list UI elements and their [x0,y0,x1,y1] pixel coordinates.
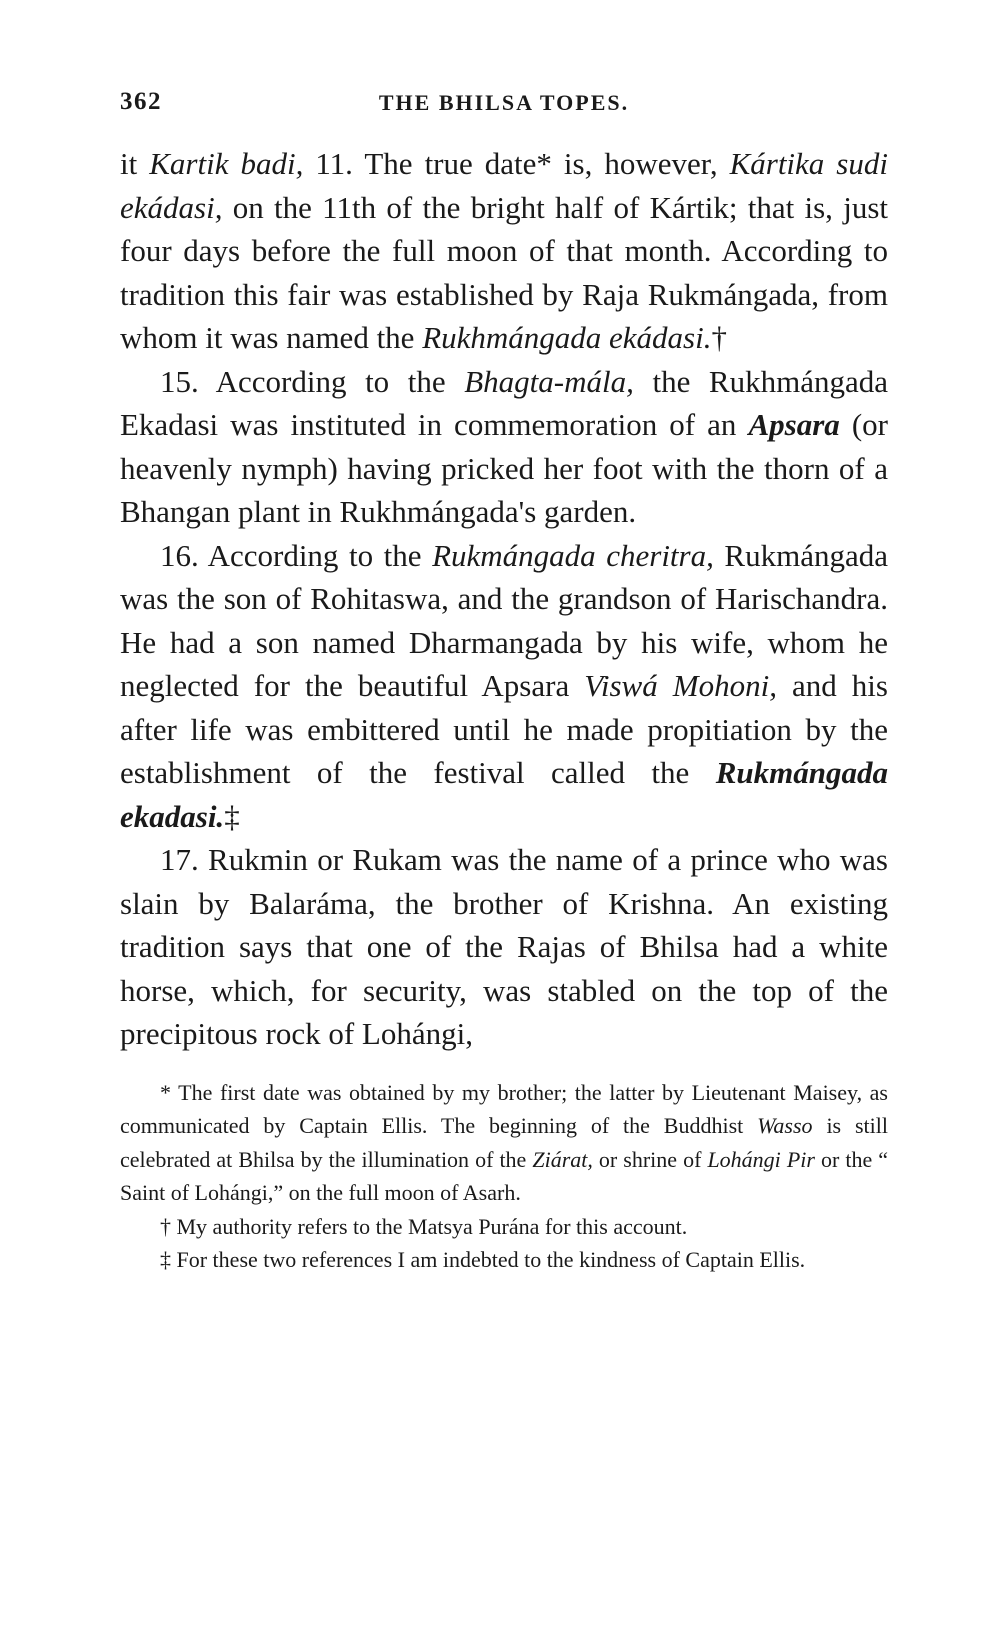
footnotes [120,1076,888,1277]
italic-term: Lohángi Pir [707,1146,815,1172]
italic-term: Rukhmángada ekádasi. [422,320,712,355]
paragraph-17: 17. Rukmin or Rukam was the name of a prince who was slain by Balaráma, the brother of Krishna. An existing tradition says that one of the Rajas of Bhilsa had a white horse, which, for security, was stabled on the top of the precipitous rock of Lohángi, [120,842,888,1051]
running-title: THE BHILSA TOPES. [378,90,630,115]
text-run: (or heavenly nymph) having pricked her foot with the thorn of a Bhangan plant in Rukhmángada's garden. [120,407,888,529]
text-run: 16. According to the [160,537,433,573]
text-run: Rukmángada was the son of Rohitaswa, and the grandson of Harischandra. He had a son named Dharmangada by his wife, whom he neglected for the beautiful Apsara [120,537,888,703]
text-run: on the 11th of the bright half of Kártik; that is, just four days before the full moon of that month. According to tradition this fair was established by Raja Rukmángada, from whom it was named the [120,189,888,355]
footnote-double-dagger: ‡ For these two references I am indebted to the kindness of Captain Ellis. [160,1247,806,1272]
running-head [120,88,888,128]
italic-term: Viswá Mohoni, [584,668,777,703]
paragraph-15 [120,360,888,534]
footnote-dagger: † My authority refers to the Matsya Purána for this account. [160,1213,688,1239]
text-run: is still celebrated at Bhilsa by the illumination of the [120,1113,888,1172]
text-run: 15. According to the [160,363,465,399]
text-run: or the “ Saint of Lohángi,” on the full moon of Asarh. [120,1146,888,1205]
page-number: 362 [120,88,162,115]
italic-term: Ziárat, [532,1146,593,1172]
paragraph-16 [120,534,888,839]
italic-term: Kartik badi, [149,146,304,181]
text-run: and his after life was embittered until he made propitiation by the establishment of the festival called the [120,668,888,790]
italic-term: Bhagta-mála, [464,363,634,399]
italic-term: Apsara [748,407,840,442]
text-run: 11. The true date* is, however, [303,146,730,181]
footnote-star [120,1076,888,1210]
body-text [120,142,888,1056]
text-run: or shrine of [592,1146,708,1172]
text-run: it [120,146,150,181]
text-run: * The first date was obtained by my brother; the latter by Lieutenant Maisey, as communicated by Captain Ellis. The beginning of the Buddhist [120,1079,888,1138]
italic-term: Rukmángada cheritra, [432,537,714,573]
italic-term: Wasso [757,1113,813,1138]
footnote-marker-double-dagger: ‡ [224,798,240,834]
footnote-marker-dagger: † [711,320,727,355]
italic-term: Kártika sudi ekádasi, [120,146,888,225]
book-page [120,88,888,1277]
paragraph-14-continued [120,142,888,360]
text-run: the Rukhmángada Ekadasi was instituted in commemoration of an [120,363,888,442]
italic-term: Rukmángada ekadasi. [120,755,888,834]
